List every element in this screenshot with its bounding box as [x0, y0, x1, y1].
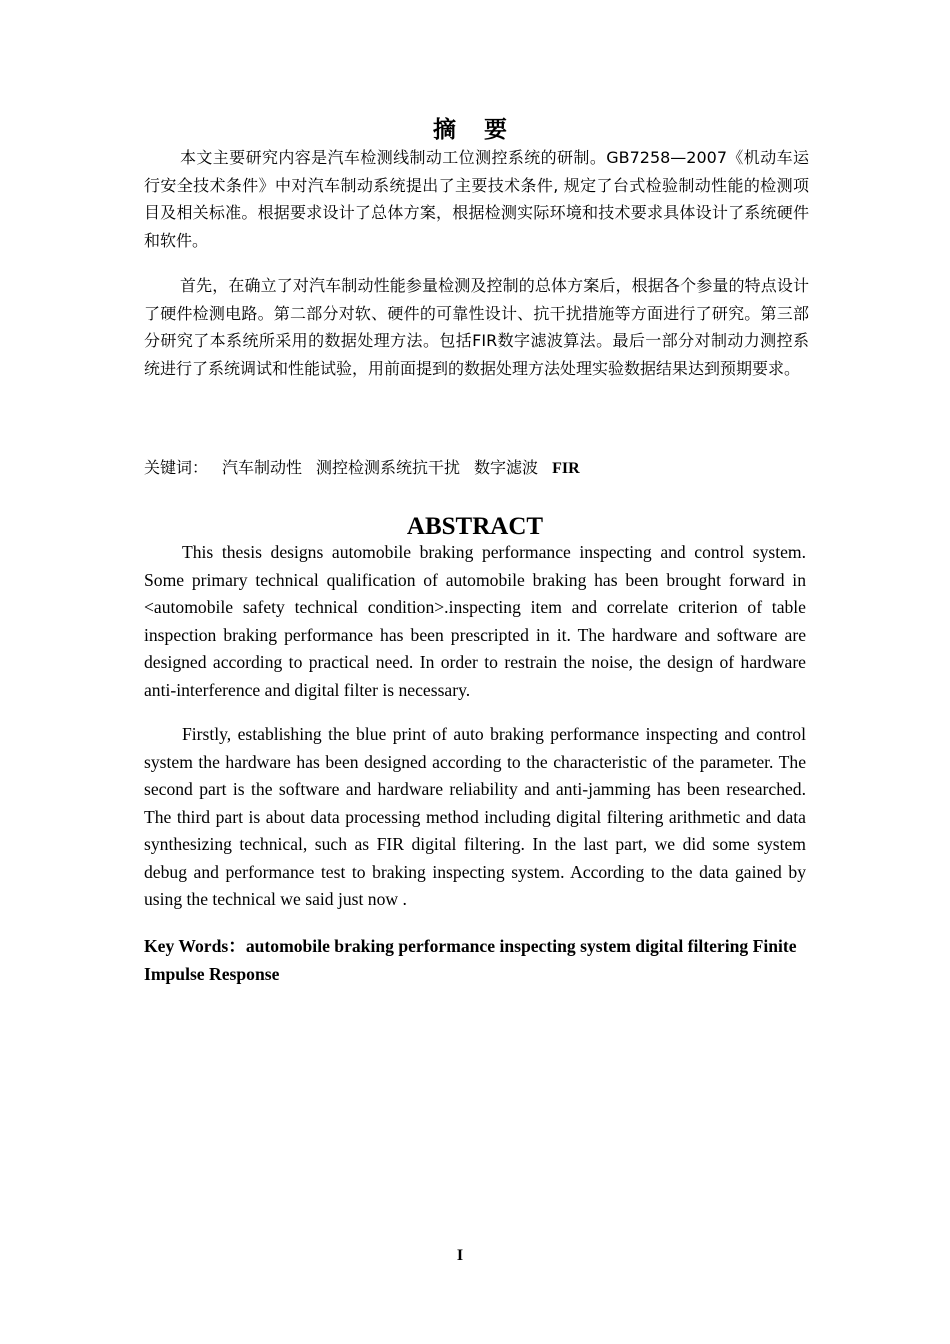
chinese-keyword-2: 测控检测系统抗干扰	[316, 458, 461, 477]
chinese-keyword-4: FIR	[552, 460, 580, 477]
chinese-keywords	[144, 454, 580, 483]
chinese-keyword-3: 数字滤波	[474, 458, 539, 477]
english-abstract-title: ABSTRACT	[406, 513, 544, 540]
chinese-abstract-title: 摘 要	[432, 117, 517, 143]
chinese-abstract-paragraph-2: 首先，在确立了对汽车制动性能参量检测及控制的总体方案后，根据各个参量的特点设计了硬件检测电路。第二部分对软、硬件的可靠性设计、抗干扰措施等方面进行了研究。第三部分研究了本系统所采用的数据处理方法。包括FIR数字滤波算法。最后一部分对制动力测控系统进行了系统调试和性能试验，用前面提到的数据处理方法处理实验数据结果达到预期要求。	[144, 276, 809, 378]
chinese-abstract-paragraph-1: 本文主要研究内容是汽车检测线制动工位测控系统的研制。GB7258—2007《机动车运行安全技术条件》中对汽车制动系统提出了主要技术条件, 规定了台式检验制动性能的检测项目及相关标准。根据要求设计了总体方案，根据检测实际环境和技术要求具体设计了系统硬件和软件。	[144, 148, 809, 250]
chinese-keywords-label: 关键词：	[144, 458, 209, 477]
page-number: I	[456, 1247, 464, 1264]
chinese-keyword-1: 汽车制动性	[222, 458, 303, 477]
english-abstract-paragraph-2: Firstly, establishing the blue print of auto braking performance inspecting and control system the hardware has been designed according to the characteristic of the parameter. The second part is the software and hardware reliability and anti-jamming has been researched. The third part is about data processing method including digital filtering arithmetic and data synthesizing technical, such as FIR digital filtering. In the last part, we did some system debug and performance test to braking inspecting system. According to the data gained by using the technical we said just now .	[144, 724, 806, 909]
english-keywords: Key Words：automobile braking performance inspecting system digital filtering Finite Impulse Response	[144, 936, 797, 984]
english-abstract-paragraph-1: This thesis designs automobile braking performance inspecting and control system. Some primary technical qualification of automobile braking has been brought forward in <automobile safety technical condition>.inspecting item and correlate criterion of table inspection braking performance has been prescripted in it. The hardware and software are designed according to practical need. In order to restrain the noise, the design of hardware anti-interference and digital filter is necessary.	[144, 542, 806, 700]
